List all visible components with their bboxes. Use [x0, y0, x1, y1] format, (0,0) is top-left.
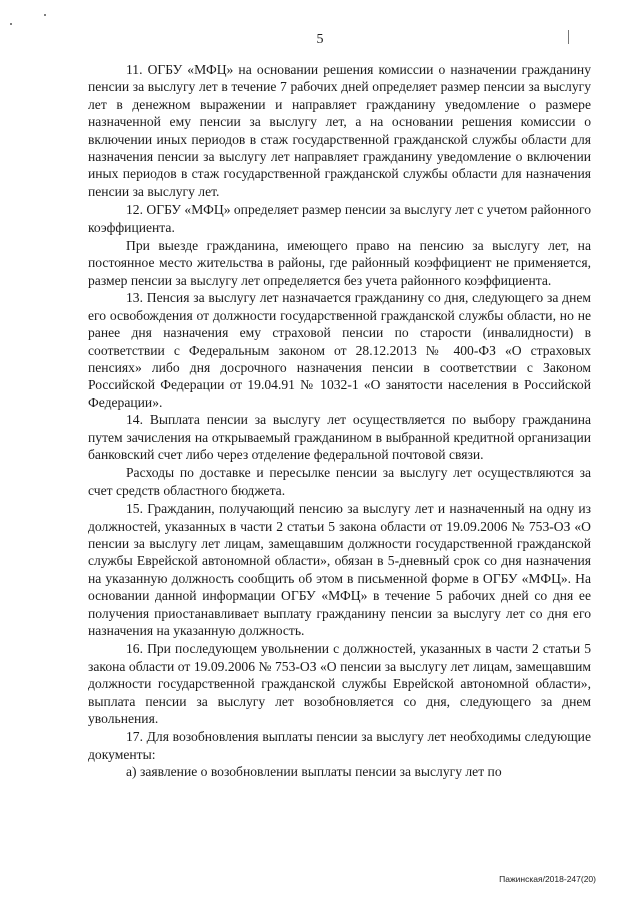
- paragraph-12-relocation: При выезде гражданина, имеющего право на пенсию за выслугу лет, на постоянное место жительства в районы, где районный коэффициент не применяется, размер пенсии за выслугу лет определяется без учета районного коэффициента.: [88, 238, 591, 288]
- page-number: 5: [316, 32, 324, 47]
- paragraph-13: 13. Пенсия за выслугу лет назначается гражданину со дня, следующего за днем его освобождения от должности государственной гражданской службы области, но не ранее дня назначения ему страховой пенсии по старости (инвалидности) в соответствии с Федеральным законом от 28.12.2013 № 400-ФЗ «О страховых пенсиях» либо дня досрочного назначения пенсии в соответствии с Законом Российской Федерации от 19.04.91 № 1032-1 «О занятости населения в Российской Федерации».: [88, 290, 591, 410]
- paragraph-14: 14. Выплата пенсии за выслугу лет осуществляется по выбору гражданина путем зачисления на открываемый гражданином в выбранной кредитной организации банковский счет либо через отделение федеральной почтовой связи.: [88, 412, 591, 462]
- document-code: Пажинская/2018-247(20): [499, 874, 596, 884]
- document-body: [88, 61, 591, 781]
- paragraph-14-expenses: Расходы по доставке и пересылке пенсии за выслугу лет осуществляются за счет средств областного бюджета.: [88, 465, 591, 498]
- paragraph-12: 12. ОГБУ «МФЦ» определяет размер пенсии за выслугу лет с учетом районного коэффициента.: [88, 202, 591, 235]
- scan-speck: [44, 14, 46, 16]
- paragraph-11: 11. ОГБУ «МФЦ» на основании решения комиссии о назначении гражданину пенсии за выслугу лет в течение 7 рабочих дней определяет размер пенсии за выслугу лет в денежном выражении и направляет гражданину уведомление о размере назначенной ему пенсии за выслугу лет, а на основании решения комиссии о включении иных периодов в стаж государственной гражданской службы области для назначения пенсии за выслугу лет направляет гражданину уведомление о включении иных периодов в стаж государственной гражданской службы области для назначения пенсии за выслугу лет.: [88, 62, 591, 199]
- paragraph-16: 16. При последующем увольнении с должностей, указанных в части 2 статьи 5 закона области от 19.09.2006 № 753-ОЗ «О пенсии за выслугу лет лицам, замещавшим должности государственной гражданской службы Еврейской автономной области», выплата пенсии за выслугу лет возобновляется со дня, следующего за днем увольнения.: [88, 641, 591, 727]
- scan-speck: [10, 23, 12, 25]
- paragraph-15: 15. Гражданин, получающий пенсию за выслугу лет и назначенный на одну из должностей, указанных в части 2 статьи 5 закона области от 19.09.2006 № 753-ОЗ «О пенсии за выслугу лет лицам, замещавшим должности государственной гражданской службы Еврейской автономной области», обязан в 5-дневный срок со дня назначения на указанную должность сообщить об этом в письменной форме в ОГБУ «МФЦ». На основании данной информации ОГБУ «МФЦ» в течение 5 рабочих дней со дня ее получения приостанавливает выплату гражданину пенсии за выслугу лет со дня его назначения на указанную должность.: [88, 501, 591, 638]
- paragraph-17-item-a: а) заявление о возобновлении выплаты пенсии за выслугу лет по: [126, 764, 502, 780]
- paragraph-17: 17. Для возобновления выплаты пенсии за выслугу лет необходимы следующие документы:: [88, 729, 591, 762]
